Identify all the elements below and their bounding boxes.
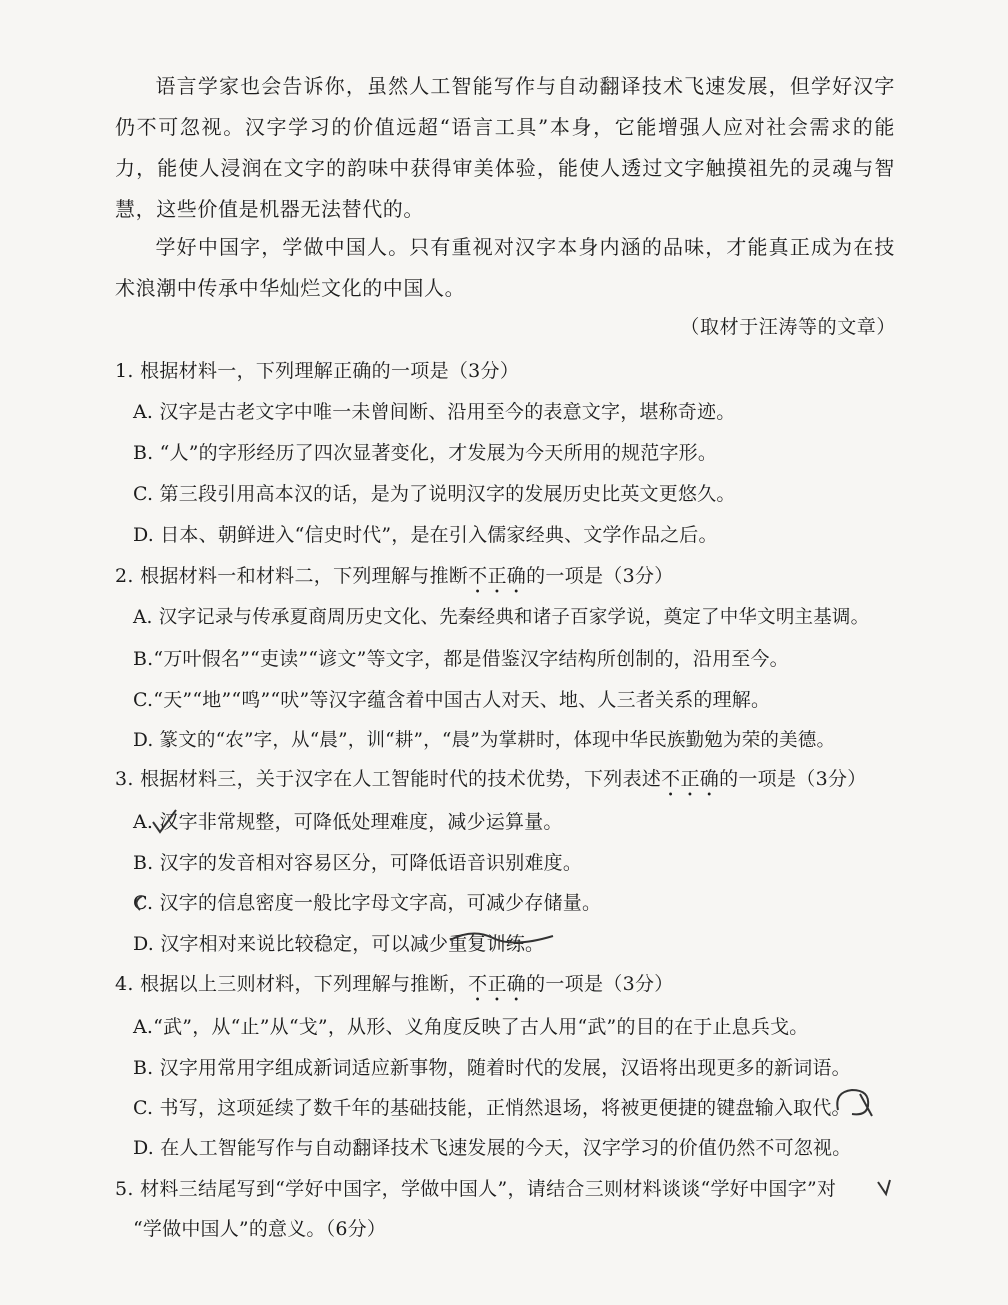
question-1-option-c: C. 第三段引用高本汉的话，是为了说明汉字的发展历史比英文更悠久。 xyxy=(133,483,736,505)
pencil-tick-icon xyxy=(874,1176,894,1202)
question-2-stem: 2. 根据材料一和材料二，下列理解与推断不正确的一项是（3分） xyxy=(115,565,674,587)
question-4-option-b: B. 汉字用常用字组成新词适应新事物，随着时代的发展，汉语将出现更多的新词语。 xyxy=(133,1057,851,1079)
question-3-stem: 3. 根据材料三，关于汉字在人工智能时代的技术优势，下列表述不正确的一项是（3分） xyxy=(115,768,867,790)
question-1-stem: 1. 根据材料一，下列理解正确的一项是（3分） xyxy=(115,360,520,382)
pencil-circle-scribble xyxy=(830,1086,878,1120)
pencil-underline-scribble xyxy=(448,926,558,948)
question-5-stem-line-2: “学做中国人”的意义。（6分） xyxy=(133,1218,387,1240)
question-2-option-d: D. 篆文的“农”字，从“晨”，训“耕”，“晨”为掌耕时，体现中华民族勤勉为荣的美德。 xyxy=(133,730,836,751)
emphasis-not-correct: 不正确 xyxy=(468,565,527,587)
question-3-option-d: D. 汉字相对来说比较稳定，可以减少重复训练。 xyxy=(133,933,545,955)
question-3-option-a: A. 汉字非常规整，可降低处理难度，减少运算量。 xyxy=(133,811,563,833)
question-4-option-a: A.“武”，从“止”从“戈”，从形、义角度反映了古人用“武”的目的在于止息兵戈。 xyxy=(133,1016,809,1038)
question-3-option-b: B. 汉字的发音相对容易区分，可降低语音识别难度。 xyxy=(133,852,583,874)
question-4-option-d: D. 在人工智能写作与自动翻译技术飞速发展的今天，汉字学习的价值仍然不可忽视。 xyxy=(133,1137,852,1159)
question-1-option-b: B. “人”的字形经历了四次显著变化，才发展为今天所用的规范字形。 xyxy=(133,442,718,464)
source-citation: （取材于汪涛等的文章） xyxy=(680,316,896,338)
passage-paragraph-2: 学好中国字，学做中国人。只有重视对汉字本身内涵的品味，才能真正成为在技术浪潮中传承中华灿烂文化的中国人。 xyxy=(115,235,895,300)
question-3-option-c: C. 汉字的信息密度一般比字母文字高，可减少存储量。 xyxy=(133,892,602,914)
question-4-stem: 4. 根据以上三则材料，下列理解与推断，不正确的一项是（3分） xyxy=(115,973,674,995)
question-2-option-a: A. 汉字记录与传承夏商周历史文化、先秦经典和诸子百家学说，奠定了中华文明主基调。 xyxy=(133,607,870,628)
question-1-option-d: D. 日本、朝鲜进入“信史时代”，是在引入儒家经典、文学作品之后。 xyxy=(133,524,718,546)
pencil-checkmark-icon xyxy=(150,808,180,838)
emphasis-not-correct: 不正确 xyxy=(661,768,720,790)
question-2-option-b: B.“万叶假名”“吏读”“谚文”等文字，都是借鉴汉字结构所创制的，沿用至今。 xyxy=(133,648,789,670)
pencil-mark-icon xyxy=(128,890,150,920)
question-2-option-c: C.“天”“地”“鸣”“吠”等汉字蕴含着中国古人对天、地、人三者关系的理解。 xyxy=(133,689,771,711)
question-1-option-a: A. 汉字是古老文字中唯一未曾间断、沿用至今的表意文字，堪称奇迹。 xyxy=(133,401,736,423)
question-5-stem-line-1: 5. 材料三结尾写到“学好中国字，学做中国人”，请结合三则材料谈谈“学好中国字”对 xyxy=(115,1178,837,1200)
question-4-option-c: C. 书写，这项延续了数千年的基础技能，正悄然退场，将被更便捷的键盘输入取代。 xyxy=(133,1097,851,1119)
emphasis-not-correct: 不正确 xyxy=(468,973,527,995)
passage-paragraph-1: 语言学家也会告诉你，虽然人工智能写作与自动翻译技术飞速发展，但学好汉字仍不可忽视。汉字学习的价值远超“语言工具”本身，它能增强人应对社会需求的能力，能使人浸润在文字的韵味中获得审美体验，能使人透过文字触摸祖先的灵魂与智慧，这些价值是机器无法替代的。 xyxy=(115,74,895,221)
